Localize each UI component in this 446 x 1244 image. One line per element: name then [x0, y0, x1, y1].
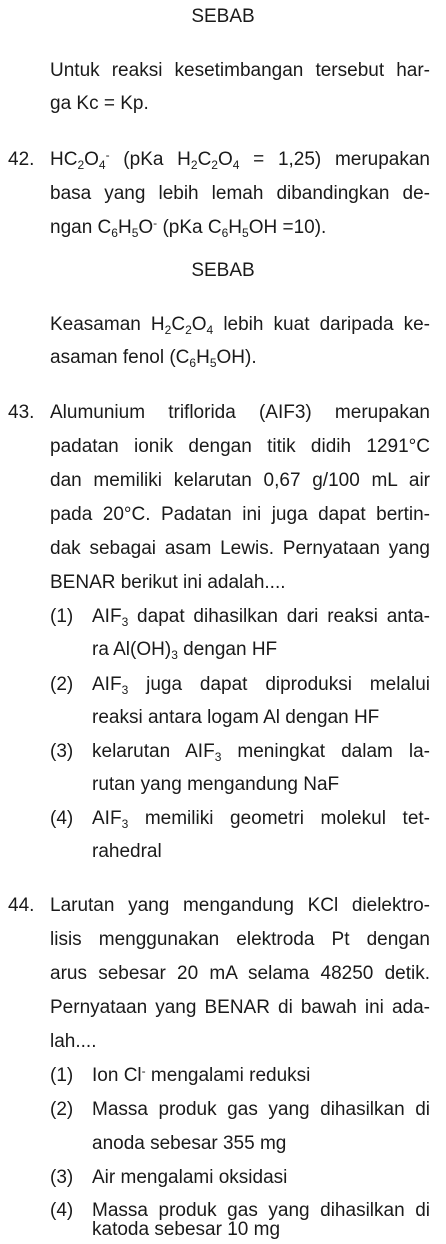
- question-43-line-6: BENAR berikut ini adalah....: [50, 572, 286, 593]
- question-43-line-1: Alumunium triflorida (AIF3) merupakan: [50, 402, 430, 423]
- question-44-option-2-line-2: anoda sebesar 355 mg: [92, 1133, 287, 1154]
- question-43-number: 43.: [8, 402, 35, 423]
- question-43-option-1-line-1: $AIF_3$ dapat dihasilkan dari reaksi anta-: [92, 606, 430, 629]
- question-44-line-4: Pernyataan yang BENAR di bawah ini ada-: [50, 997, 430, 1018]
- question-43-option-1-line-2: ra $Al(OH)_3$ dengan HF: [92, 639, 278, 662]
- question-43-line-5: dak sebagai asam Lewis. Pernyataan yang: [50, 538, 430, 559]
- question-43-option-2-number: (2): [50, 674, 74, 695]
- question-43-option-4-line-2: rahedral: [92, 841, 162, 862]
- question-44-option-1-line-1: Ion Cl- mengalami reduksi: [92, 1064, 311, 1086]
- question-42-number: 42.: [8, 149, 35, 170]
- question-43-option-1-number: (1): [50, 606, 74, 627]
- question-44-number: 44.: [8, 895, 35, 916]
- question-44-option-2-number: (2): [50, 1099, 74, 1120]
- question-44-option-4-line-1: Massa produk gas yang dihasilkan di: [92, 1200, 430, 1221]
- question-44-option-3-line-1: Air mengalami oksidasi: [92, 1167, 288, 1188]
- question-43-option-3-line-2: rutan yang mengandung NaF: [92, 774, 340, 795]
- question-43-line-3: dan memiliki kelarutan 0,67 g/100 mL air: [50, 470, 430, 491]
- question-42-line-1: $HC_2O_4^-$ (pKa $H_2C_2O_4 = 1,25$) merupakan: [50, 148, 431, 172]
- question-43-option-2-line-1: $AIF_3$ juga dapat diproduksi melalui: [92, 674, 430, 697]
- question-43-line-4: pada 20°C. Padatan ini juga dapat bertin-: [50, 504, 430, 525]
- question-44-line-5: lah....: [50, 1031, 97, 1052]
- question-43-line-2: padatan ionik dengan titik didih 1291°C: [50, 436, 430, 457]
- question-43-option-4-line-1: $AIF_3$ memiliki geometri molekul tet-: [92, 808, 430, 831]
- question-44-line-2: lisis menggunakan elektroda Pt dengan: [50, 929, 430, 950]
- question-42-reason-line-2: asaman fenol $(C_6H_5OH)$.: [50, 347, 257, 370]
- question-43-option-3-line-1: kelarutan $AIF_3$ meningkat dalam la-: [92, 741, 430, 764]
- question-44-option-2-line-1: Massa produk gas yang dihasilkan di: [92, 1099, 430, 1120]
- question-42-line-2: basa yang lebih lemah dibandingkan de-: [50, 183, 430, 204]
- question-42-sebab: SEBAB: [191, 260, 255, 281]
- question-42-reason-line-1: Keasaman $H_2C_2O_4$ lebih kuat daripada ke-: [50, 314, 430, 337]
- question-44-option-4-line-2: katoda sebesar 10 mg: [92, 1219, 281, 1240]
- reason-41-line-2: ga Kc = Kp.: [50, 93, 149, 114]
- question-43-option-3-number: (3): [50, 741, 74, 762]
- question-44-option-1-number: (1): [50, 1065, 74, 1086]
- question-43-option-2-line-2: reaksi antara logam Al dengan HF: [92, 707, 380, 728]
- question-44-line-1: Larutan yang mengandung KCl dielektro-: [50, 895, 430, 916]
- sebab-heading: SEBAB: [191, 6, 255, 27]
- question-42-line-3: ngan $C_6H_5O^-$ (pKa $C_6H_5OH =10$).: [50, 216, 327, 240]
- question-44-option-3-number: (3): [50, 1167, 74, 1188]
- question-44-option-4-number: (4): [50, 1200, 74, 1221]
- question-43-option-4-number: (4): [50, 808, 74, 829]
- reason-41-line-1: Untuk reaksi kesetimbangan tersebut har-: [50, 60, 430, 81]
- question-44-line-3: arus sebesar 20 mA selama 48250 detik.: [50, 963, 430, 984]
